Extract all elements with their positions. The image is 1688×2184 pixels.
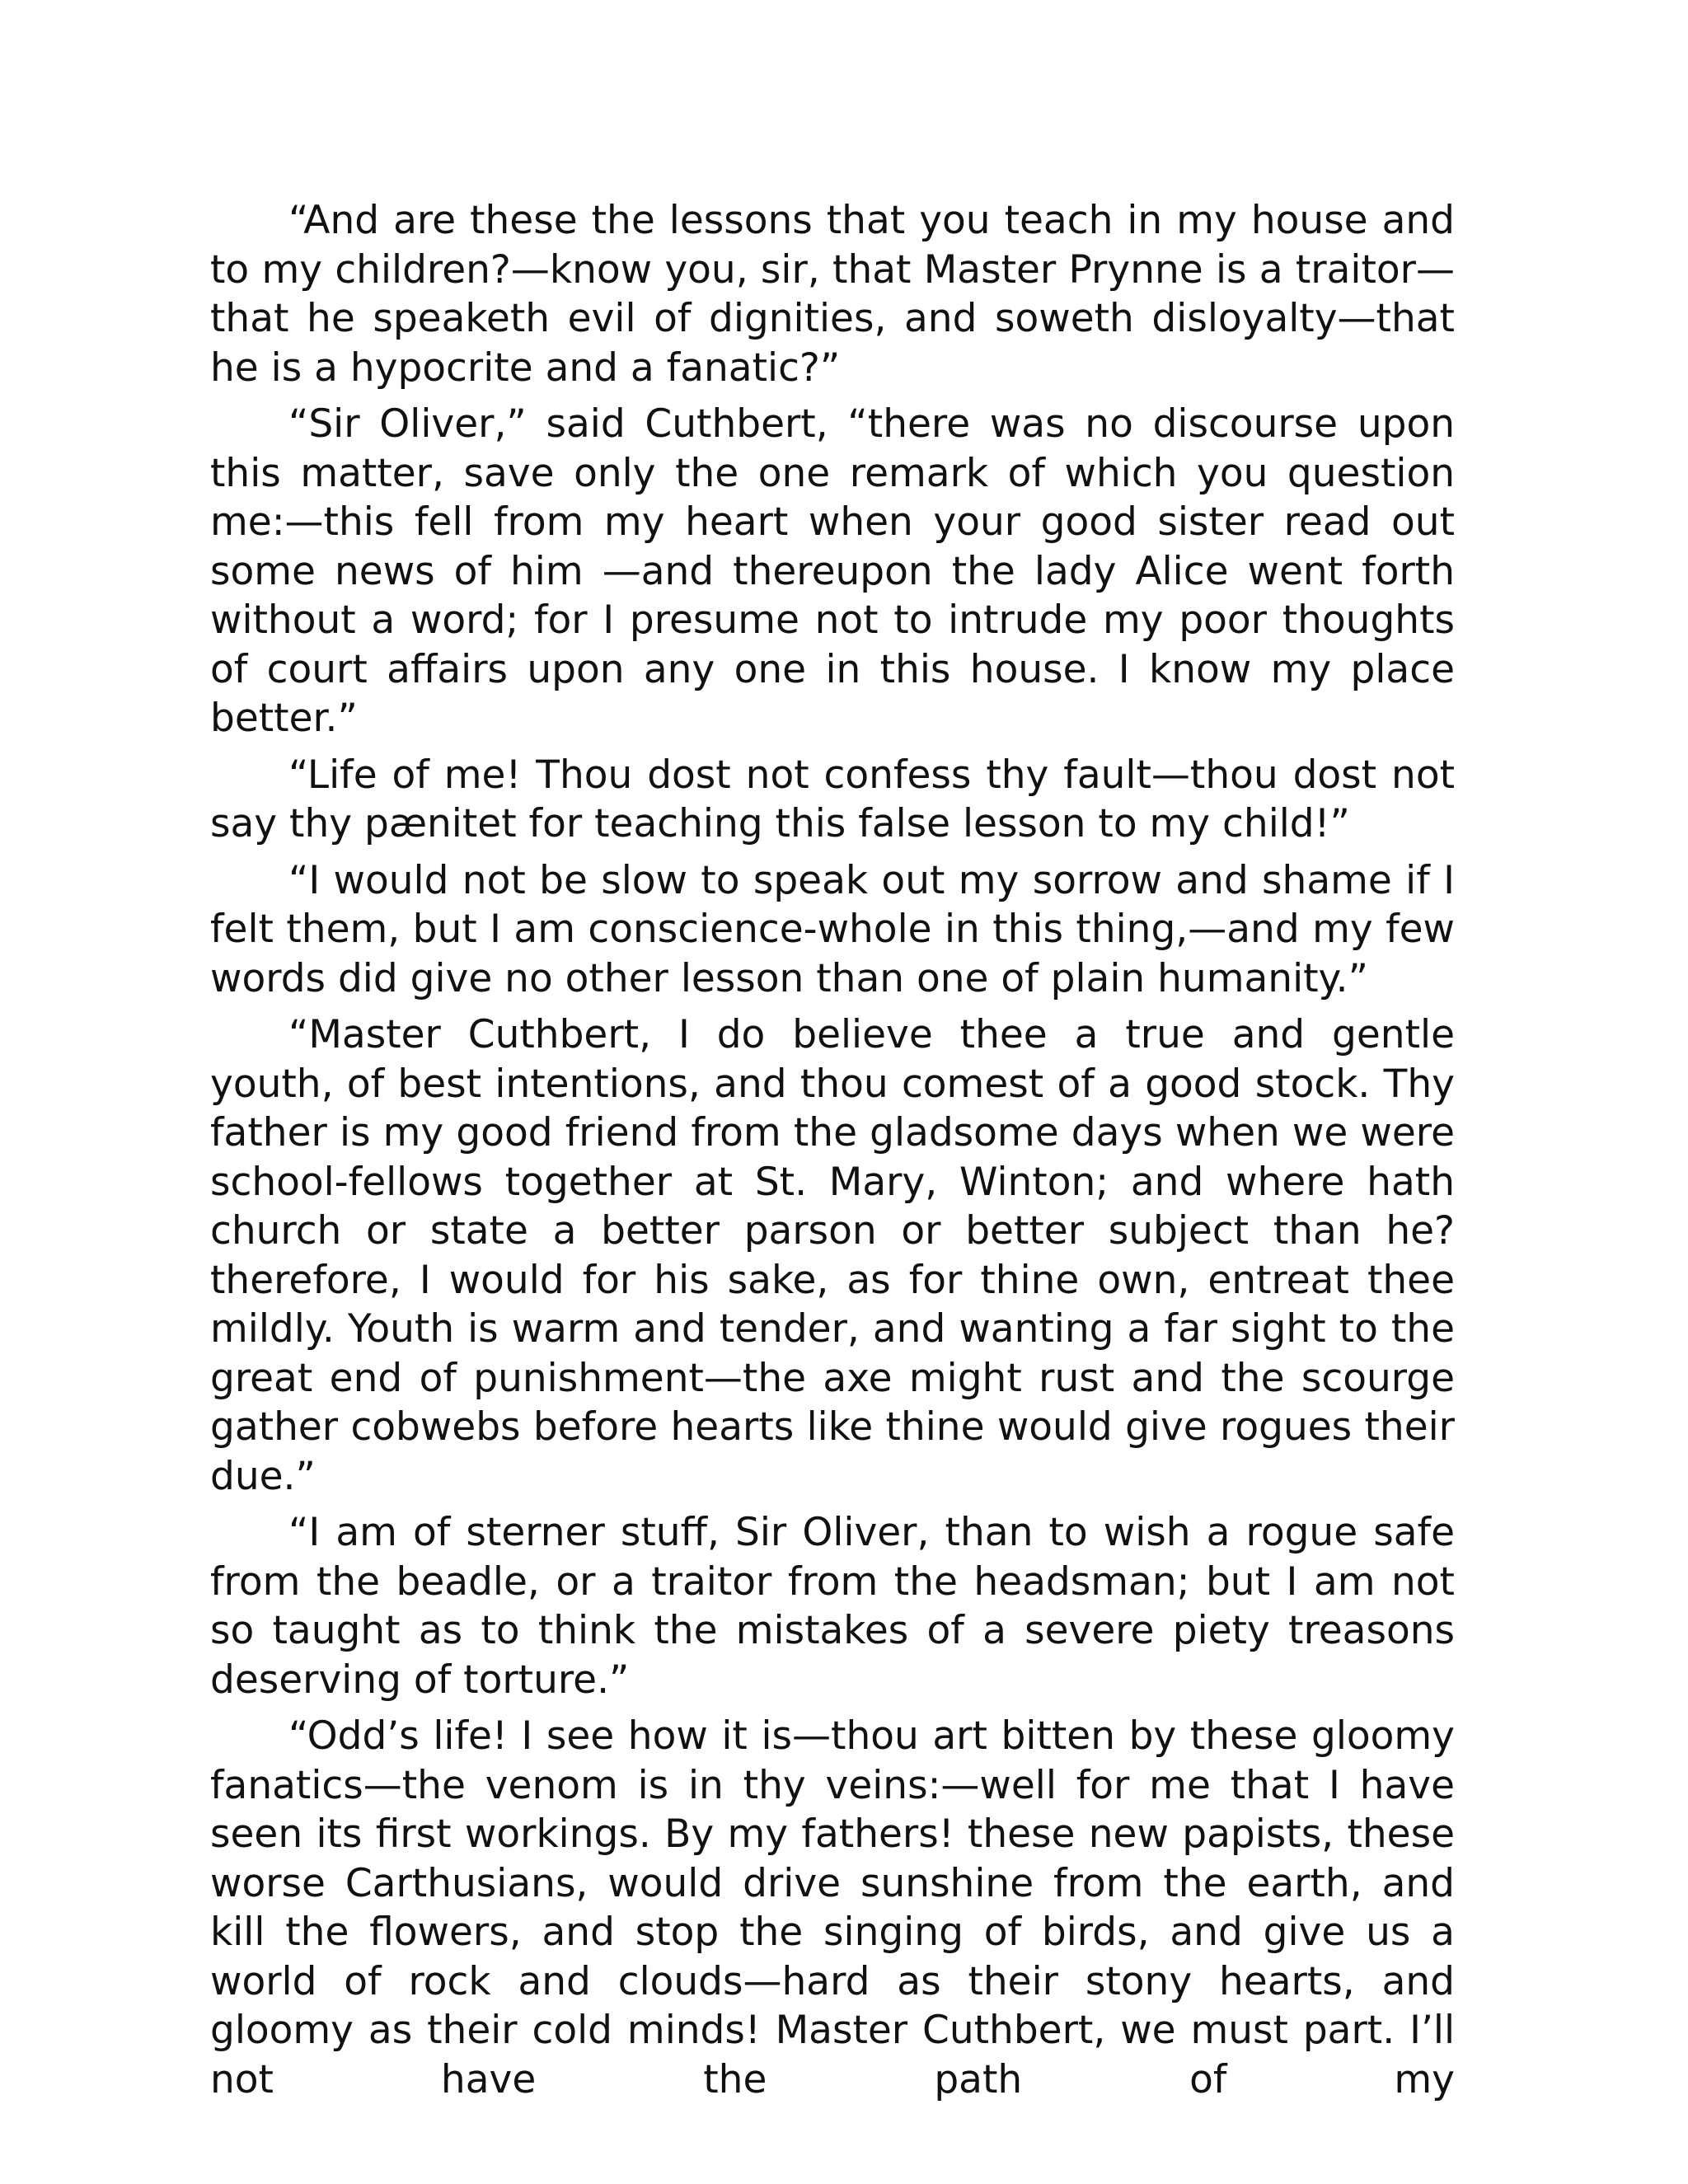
body-text: [210, 196, 1455, 2104]
paragraph: “Master Cuthbert, I do believe thee a true and gentle youth, of best intentions, and thou comest of a good stock. Thy father is my good friend from the gladsome days when we were school-fellows together at St. Mary, Winton; and where hath church or state a better parson or better subject than he? therefore, I would for his sake, as for thine own, entreat thee mildly. Youth is warm and tender, and wanting a far sight to the great end of punishment—the axe might rust and the scourge gather cobwebs before hearts like thine would give rogues their due.”: [210, 1012, 1455, 1499]
paragraph: “And are these the lessons that you teach in my house and to my children?—know you, sir, that Master Prynne is a traitor—that he speaketh evil of dignities, and soweth disloyalty—that he is a hypocrite and a fanatic?”: [210, 198, 1455, 391]
paragraph: “I would not be slow to speak out my sorrow and shame if I felt them, but I am conscience-whole in this thing,—and my few words did give no other lesson than one of plain humanity.”: [210, 857, 1455, 1001]
paragraph: “Odd’s life! I see how it is—thou art bitten by these gloomy fanatics—the venom is in thy veins:—well for me that I have seen its first workings. By my fathers! these new papists, these worse Carthusians, would drive sunshine from the earth, and kill the flowers, and stop the singing of birds, and give us a world of rock and clouds—hard as their stony hearts, and gloomy as their cold minds! Master Cuthbert, we must part. I’ll not have the path of my: [210, 1713, 1455, 2102]
paragraph: “Life of me! Thou dost not confess thy fault—thou dost not say thy pænitet for teaching this false lesson to my child!”: [210, 752, 1455, 846]
paragraph: “I am of sterner stuff, Sir Oliver, than to wish a rogue safe from the beadle, or a traitor from the headsman; but I am not so taught as to think the mistakes of a severe piety treasons deserving of torture.”: [210, 1510, 1455, 1703]
paragraph: “Sir Oliver,” said Cuthbert, “there was no discourse upon this matter, save only the one remark of which you question me:—this fell from my heart when your good sister read out some news of him —and thereupon the lady Alice went forth without a word; for I presume not to intrude my poor thoughts of court affairs upon any one in this house. I know my place better.”: [210, 401, 1455, 741]
